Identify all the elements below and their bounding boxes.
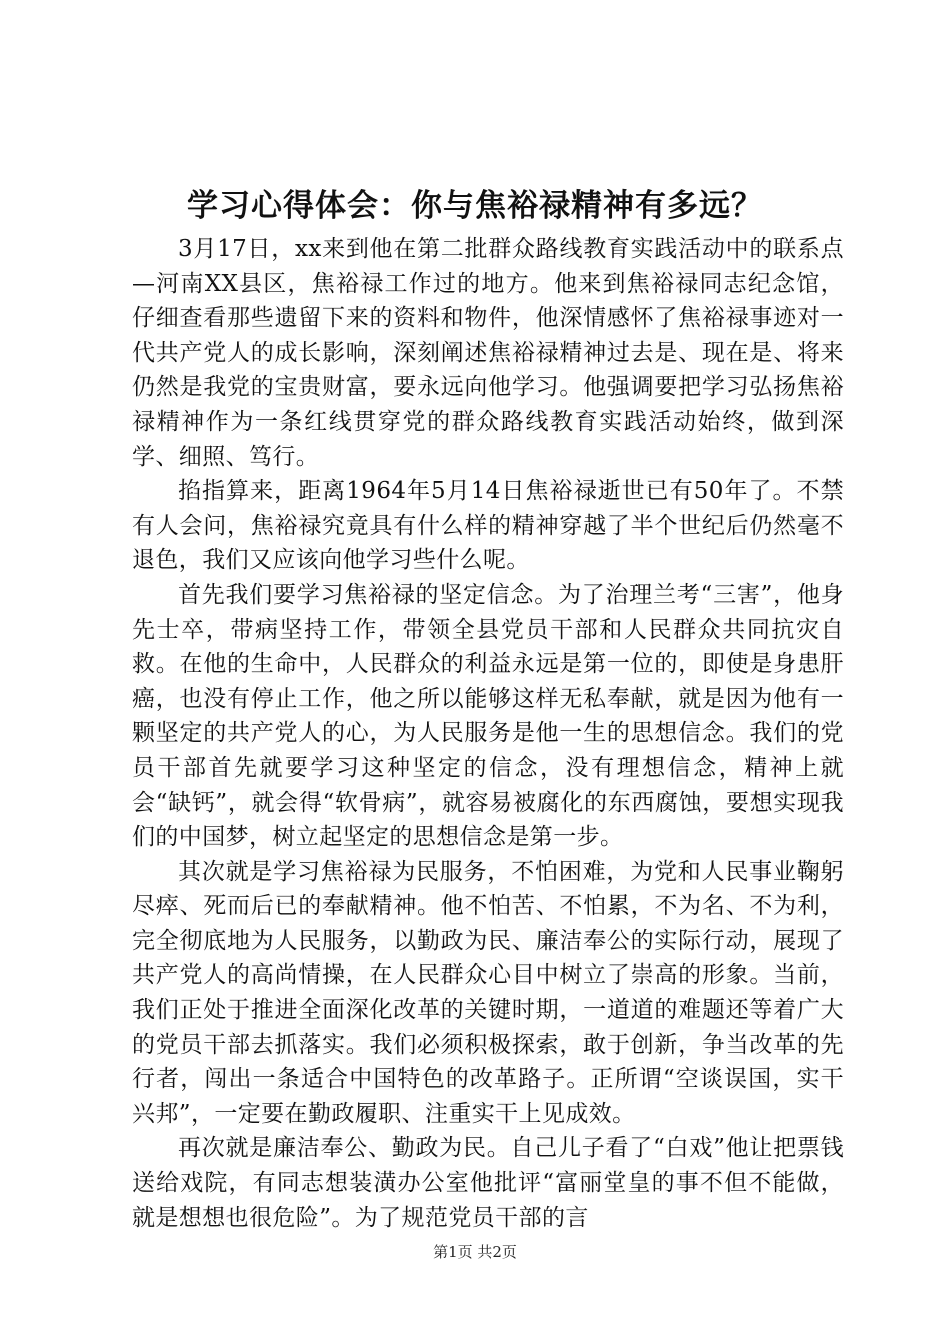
document-title: 学习心得体会：你与焦裕禄精神有多远？ bbox=[187, 188, 763, 224]
paragraph-3: 首先我们要学习焦裕禄的坚定信念。为了治理兰考“三害”，他身先士卒，带病坚持工作，带领全县党员干部和人民群众共同抗灾自救。在他的生命中，人民群众的利益永远是第一位的，即使是身患肝癌，也没有停止工作，他之所以能够这样无私奉献，就是因为他有一颗坚定的共产党人的心，为人民服务是他一生的思想信念。我们的党员干部首先就要学习这种坚定的信念，没有理想信念，精神上就会“缺钙”，就会得“软骨病”，就容易被腐化的东西腐蚀，要想实现我们的中国梦，树立起坚定的思想信念是第一步。 bbox=[132, 581, 844, 851]
document-body bbox=[132, 232, 844, 1235]
paragraph-4: 其次就是学习焦裕禄为民服务，不怕困难，为党和人民事业鞠躬尽瘁、死而后已的奉献精神。他不怕苦、不怕累，不为名、不为利，完全彻底地为人民服务，以勤政为民、廉洁奉公的实际行动，展现了共产党人的高尚情操，在人民群众心目中树立了崇高的形象。当前，我们正处于推进全面深化改革的关键时期，一道道的难题还等着广大的党员干部去抓落实。我们必须积极探索，敢于创新，争当改革的先行者，闯出一条适合中国特色的改革路子。正所谓“空谈误国，实干兴邦”，一定要在勤政履职、注重实干上见成效。 bbox=[132, 858, 844, 1127]
page-number-footer: 第1页 共2页 bbox=[433, 1243, 517, 1261]
paragraph-5: 再次就是廉洁奉公、勤政为民。自己儿子看了“白戏”他让把票钱送给戏院，有同志想装潢办公室他批评“富丽堂皇的事不但不能做，就是想想也很危险”。为了规范党员干部的言 bbox=[132, 1135, 844, 1231]
paragraph-2: 掐指算来，距离1964年5月14日焦裕禄逝世已有50年了。不禁有人会问，焦裕禄究竟具有什么样的精神穿越了半个世纪后仍然毫不退色，我们又应该向他学习些什么呢。 bbox=[132, 478, 844, 574]
paragraph-1: 3月17日，xx来到他在第二批群众路线教育实践活动中的联系点—河南XX县区，焦裕禄工作过的地方。他来到焦裕禄同志纪念馆，仔细查看那些遗留下来的资料和物件，他深情感怀了焦裕禄事迹对一代共产党人的成长影响，深刻阐述焦裕禄精神过去是、现在是、将来仍然是我党的宝贵财富，要永远向他学习。他强调要把学习弘扬焦裕禄精神作为一条红线贯穿党的群众路线教育实践活动始终，做到深学、细照、笃行。 bbox=[132, 236, 844, 470]
